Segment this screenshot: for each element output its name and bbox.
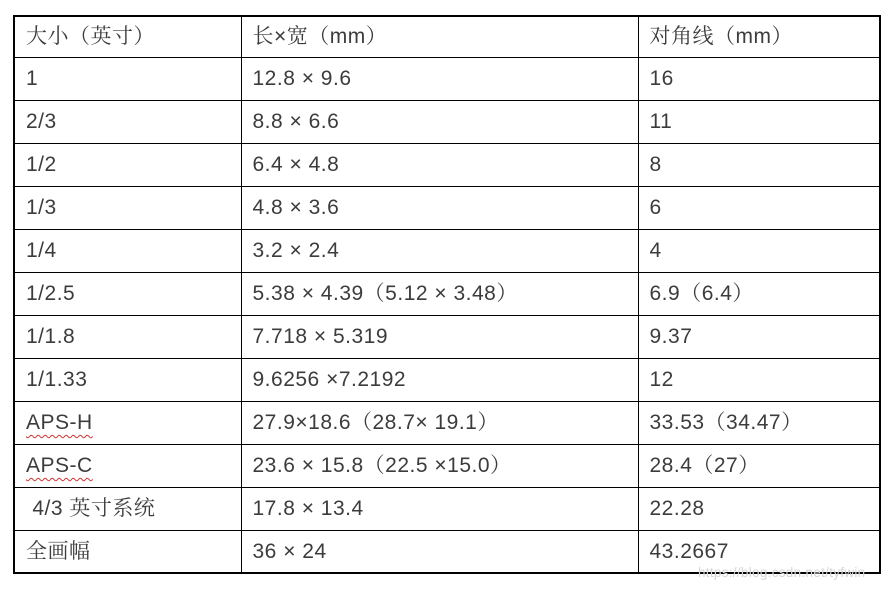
table-row [14, 358, 880, 401]
table-row [14, 186, 880, 229]
size-cell [14, 401, 241, 444]
table-row [14, 315, 880, 358]
size-cell: 1/4 [14, 229, 241, 272]
csdn-watermark: https://blog.csdn.net/tyfwin [698, 565, 866, 580]
size-cell: 1/2 [14, 143, 241, 186]
table-row [14, 100, 880, 143]
size-cell: 1/1.8 [14, 315, 241, 358]
dimensions-cell: 9.6256 ×7.2192 [241, 358, 638, 401]
diagonal-cell: 43.2667 [638, 530, 880, 573]
sensor-size-table [13, 15, 881, 574]
dimensions-cell: 17.8 × 13.4 [241, 487, 638, 530]
table-row [14, 272, 880, 315]
dimensions-cell: 6.4 × 4.8 [241, 143, 638, 186]
size-label-spellchecked: APS-H [26, 410, 93, 434]
table-row [14, 401, 880, 444]
dimensions-cell: 4.8 × 3.6 [241, 186, 638, 229]
column-header-dimensions: 长×宽（mm） [241, 16, 638, 57]
size-label-spellchecked: APS-C [26, 453, 93, 477]
dimensions-cell: 27.9×18.6（28.7× 19.1） [241, 401, 638, 444]
diagonal-cell: 11 [638, 100, 880, 143]
dimensions-cell: 7.718 × 5.319 [241, 315, 638, 358]
size-cell: 4/3 英寸系统 [14, 487, 241, 530]
dimensions-cell: 3.2 × 2.4 [241, 229, 638, 272]
size-cell: 全画幅 [14, 530, 241, 573]
table-row [14, 229, 880, 272]
size-cell: 1/2.5 [14, 272, 241, 315]
diagonal-cell: 6 [638, 186, 880, 229]
column-header-size: 大小（英寸） [14, 16, 241, 57]
size-cell: 1 [14, 57, 241, 100]
diagonal-cell: 4 [638, 229, 880, 272]
table-row [14, 444, 880, 487]
column-header-diagonal: 对角线（mm） [638, 16, 880, 57]
diagonal-cell: 12 [638, 358, 880, 401]
diagonal-cell: 33.53（34.47） [638, 401, 880, 444]
size-cell: 1/3 [14, 186, 241, 229]
size-cell: 1/1.33 [14, 358, 241, 401]
dimensions-cell: 8.8 × 6.6 [241, 100, 638, 143]
diagonal-cell: 6.9（6.4） [638, 272, 880, 315]
diagonal-cell: 28.4（27） [638, 444, 880, 487]
diagonal-cell: 8 [638, 143, 880, 186]
diagonal-cell: 22.28 [638, 487, 880, 530]
diagonal-cell: 16 [638, 57, 880, 100]
diagonal-cell: 9.37 [638, 315, 880, 358]
table-row [14, 57, 880, 100]
table-header-row [14, 16, 880, 57]
size-cell: 2/3 [14, 100, 241, 143]
table-row [14, 487, 880, 530]
table-row [14, 143, 880, 186]
dimensions-cell: 23.6 × 15.8（22.5 ×15.0） [241, 444, 638, 487]
dimensions-cell: 12.8 × 9.6 [241, 57, 638, 100]
dimensions-cell: 5.38 × 4.39（5.12 × 3.48） [241, 272, 638, 315]
size-cell [14, 444, 241, 487]
dimensions-cell: 36 × 24 [241, 530, 638, 573]
